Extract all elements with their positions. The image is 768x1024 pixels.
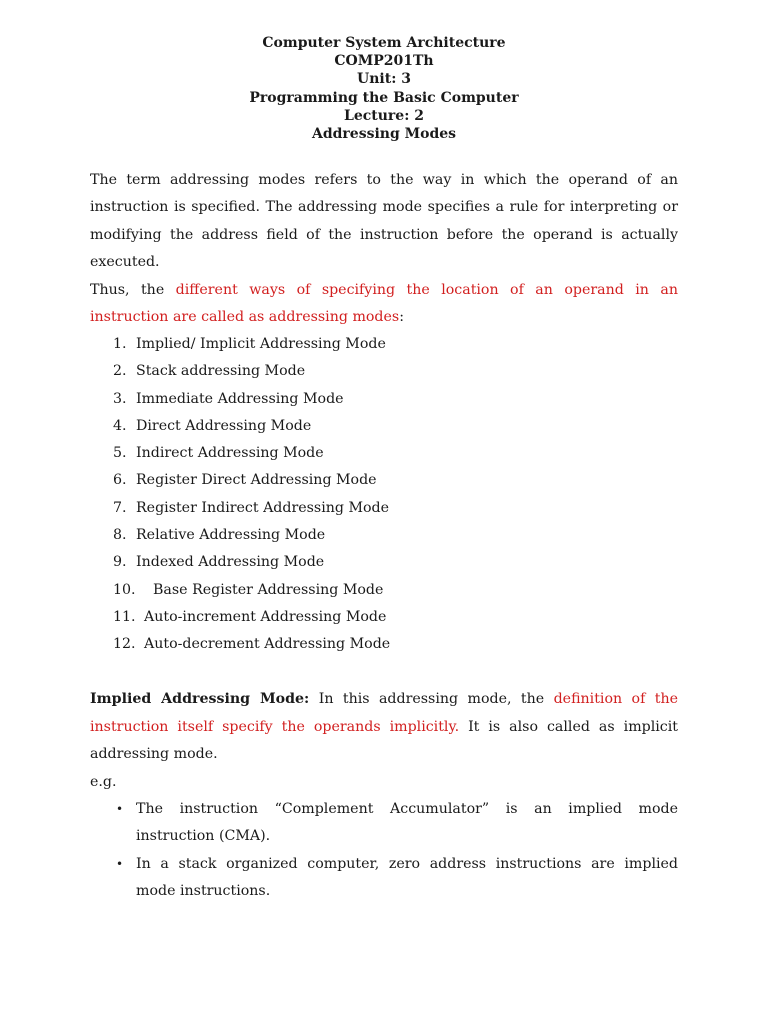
list-label: Indexed Addressing Mode	[136, 554, 325, 571]
bullet-line: instruction (CMA).	[136, 828, 271, 845]
list-label: Base Register Addressing Mode	[153, 581, 384, 598]
list-item	[0, 467, 768, 494]
list-label: Implied/ Implicit Addressing Mode	[136, 336, 386, 352]
thus-prefix: Thus, the	[90, 281, 176, 298]
list-number: 8.	[113, 527, 127, 544]
section-heading: Implied Addressing Mode:	[90, 691, 310, 707]
list-item	[0, 522, 768, 549]
list-label: Relative Addressing Mode	[136, 527, 326, 544]
bullet-icon: •	[116, 802, 124, 816]
list-item	[0, 331, 768, 358]
list-item	[0, 358, 768, 385]
intro-line: instruction is specified. The addressing mode specifies a rule for interpreting or	[90, 199, 678, 216]
intro-paragraph	[90, 167, 678, 331]
bullet-text	[136, 796, 678, 851]
course-title: Computer System Architecture	[262, 35, 506, 51]
bullet-line: The instruction “Complement Accumulator” is an implied mode	[136, 801, 678, 817]
list-item	[0, 577, 768, 604]
intro-line: The term addressing modes refers to the way in which the operand of an	[90, 172, 678, 188]
example-bullets	[0, 796, 768, 906]
bullet-item	[0, 796, 768, 851]
list-item	[0, 549, 768, 576]
intro-line: modifying the address field of the instruction before the operand is actually	[90, 226, 678, 243]
list-label: Register Indirect Addressing Mode	[136, 499, 390, 516]
list-item	[0, 413, 768, 440]
list-number: 1.	[113, 336, 127, 352]
example-label: e.g.	[90, 773, 117, 790]
list-label: Auto-decrement Addressing Mode	[144, 636, 391, 653]
highlight-text: instruction are called as addressing modes	[90, 309, 400, 326]
implied-line: addressing mode.	[90, 746, 218, 763]
intro-line: executed.	[90, 254, 160, 271]
addressing-modes-list	[0, 331, 768, 659]
implied-text: In this addressing mode, the	[309, 691, 554, 707]
document-header	[0, 34, 768, 143]
unit-label: Unit: 3	[357, 71, 411, 88]
implied-mode-section	[90, 686, 678, 796]
list-label: Register Direct Addressing Mode	[136, 472, 377, 489]
list-label: Immediate Addressing Mode	[136, 390, 344, 407]
list-label: Auto-increment Addressing Mode	[144, 608, 387, 625]
implied-line	[90, 714, 678, 742]
implied-line	[90, 686, 678, 714]
bullet-icon: •	[116, 856, 124, 871]
list-number: 3.	[113, 390, 127, 407]
list-number: 5.	[113, 445, 127, 462]
list-item	[0, 604, 768, 631]
bullet-line: mode instructions.	[136, 883, 271, 900]
highlight-text: definition of the	[553, 691, 678, 707]
highlight-text: different ways of specifying the location of an operand in an	[175, 281, 678, 298]
bullet-text	[136, 851, 678, 906]
topic-title: Programming the Basic Computer	[249, 89, 519, 106]
list-number: 4.	[113, 417, 127, 434]
bullet-item	[0, 851, 768, 906]
thus-line	[90, 277, 678, 304]
list-item	[0, 386, 768, 413]
implied-text: It is also called as implicit	[459, 718, 678, 735]
list-number: 6.	[113, 472, 127, 489]
list-number: 10.	[113, 581, 136, 598]
thus-suffix: :	[399, 309, 404, 326]
list-number: 11.	[113, 608, 136, 625]
list-item	[0, 495, 768, 522]
lecture-label: Lecture: 2	[344, 107, 424, 124]
list-number: 7.	[113, 499, 127, 516]
thus-line	[90, 304, 678, 331]
list-item	[0, 631, 768, 658]
list-label: Indirect Addressing Mode	[136, 445, 324, 462]
list-label: Stack addressing Mode	[136, 363, 306, 380]
bullet-line: In a stack organized computer, zero address instructions are implied	[136, 855, 678, 872]
highlight-text: instruction itself specify the operands implicitly.	[90, 718, 460, 735]
list-number: 9.	[113, 554, 127, 571]
page-title: Addressing Modes	[311, 126, 457, 143]
list-label: Direct Addressing Mode	[136, 417, 312, 434]
list-number: 12.	[113, 636, 136, 653]
list-number: 2.	[113, 363, 127, 380]
list-item	[0, 440, 768, 467]
course-code: COMP201Th	[334, 53, 434, 70]
